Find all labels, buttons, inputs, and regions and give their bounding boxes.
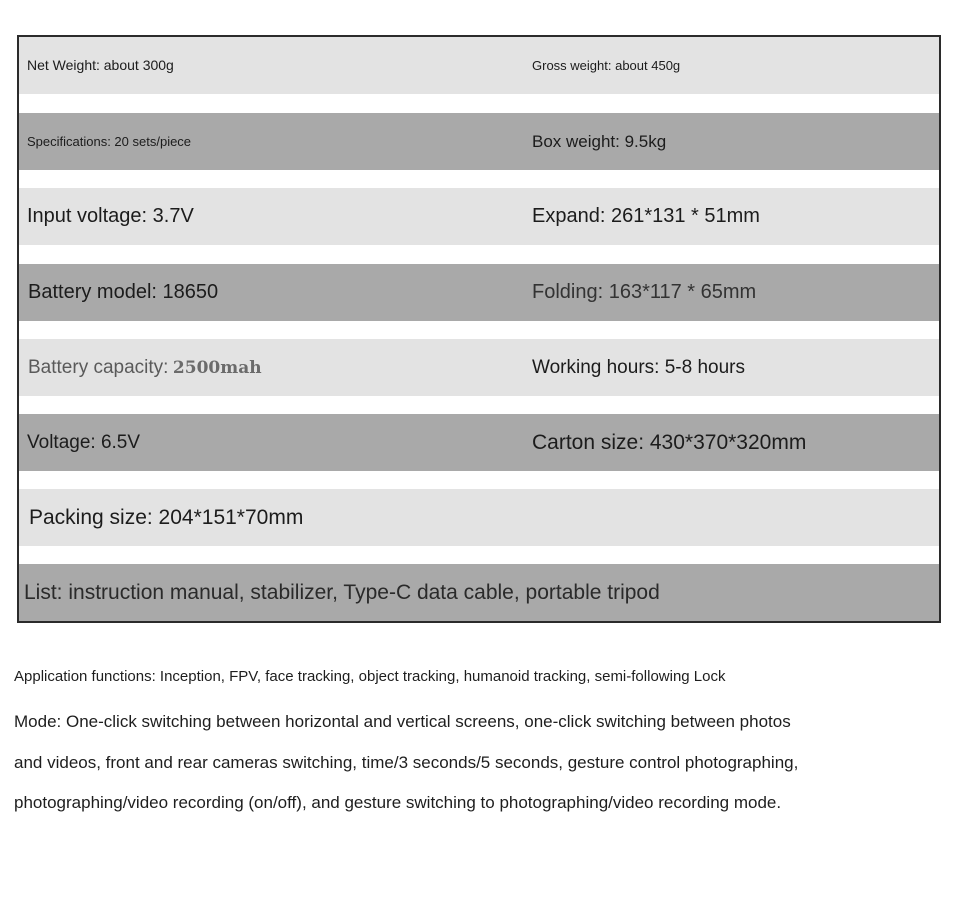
package-list: List: instruction manual, stabilizer, Type-C data cable, portable tripod [24, 581, 660, 604]
spec-row-packing-size [19, 489, 939, 546]
battery-capacity [28, 339, 262, 396]
folding-size: Folding: 163*117 * 65mm [532, 281, 757, 303]
expand-size: Expand: 261*131 * 51mm [532, 205, 760, 227]
spec-table [17, 35, 941, 623]
net-weight: Net Weight: about 300g [27, 57, 174, 73]
spec-row-input-voltage [19, 188, 939, 245]
application-functions: Application functions: Inception, FPV, face tracking, object tracking, humanoid tracking, semi-following Lock [14, 668, 726, 685]
carton-size: Carton size: 430*370*320mm [532, 431, 807, 454]
mode-line-3: photographing/video recording (on/off), and gesture switching to photographing/video recording mode. [14, 793, 782, 812]
working-hours: Working hours: 5-8 hours [532, 357, 745, 378]
input-voltage: Input voltage: 3.7V [27, 205, 194, 227]
spec-row-battery-model [19, 264, 939, 321]
battery-capacity-value: 2500mah [172, 358, 262, 378]
spec-row-battery-capacity [19, 339, 939, 396]
battery-model: Battery model: 18650 [28, 281, 219, 303]
spec-row-specifications [19, 113, 939, 170]
spec-row-weight [19, 37, 939, 94]
spec-row-list [19, 564, 939, 621]
packing-size: Packing size: 204*151*70mm [29, 506, 304, 529]
box-weight: Box weight: 9.5kg [532, 132, 667, 151]
mode-line-2: and videos, front and rear cameras switching, time/3 seconds/5 seconds, gesture control photographing, [14, 753, 799, 772]
spec-row-voltage [19, 414, 939, 471]
gross-weight: Gross weight: about 450g [532, 58, 681, 73]
voltage: Voltage: 6.5V [27, 432, 141, 453]
specifications: Specifications: 20 sets/piece [27, 134, 192, 149]
battery-capacity-label: Battery capacity: [28, 357, 169, 378]
mode-line-1: Mode: One-click switching between horizontal and vertical screens, one-click switching between photos [14, 712, 791, 731]
